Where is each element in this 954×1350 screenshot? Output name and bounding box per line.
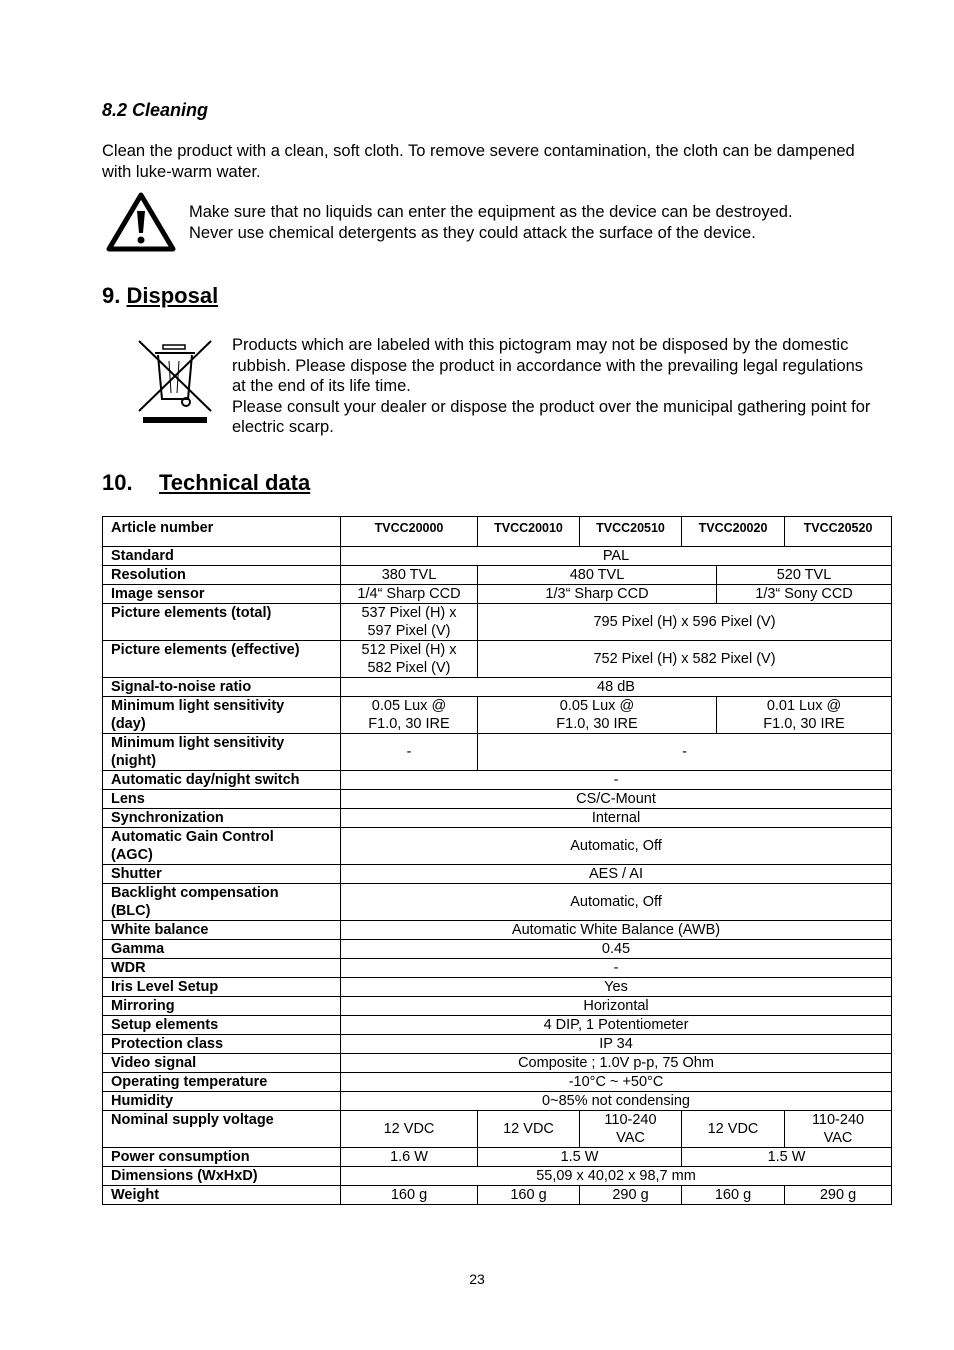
label-line: (day) — [111, 716, 146, 732]
value-line: 0.05 Lux @ — [559, 698, 635, 714]
technical-number: 10. — [102, 470, 133, 495]
disposal-paragraph-1: Products which are labeled with this pictogram may not be disposed by the domestic rubbish. Please dispose the product in accordance with the prevailing legal regulations at the end of its life time. — [232, 336, 864, 395]
row-label: Automatic day/night switch — [103, 771, 341, 790]
row-value: 160 g — [478, 1186, 580, 1205]
disposal-text — [232, 335, 872, 438]
row-label: Protection class — [103, 1035, 341, 1054]
value-line: 110-240 — [604, 1112, 657, 1128]
row-value: 12 VDC — [682, 1111, 785, 1148]
value-line: F1.0, 30 IRE — [763, 716, 845, 732]
table-row — [103, 1148, 892, 1167]
row-value — [341, 604, 478, 641]
row-value — [341, 697, 478, 734]
row-value: 55,09 x 40,02 x 98,7 mm — [341, 1167, 892, 1186]
section-heading-cleaning: 8.2 Cleaning — [102, 100, 209, 120]
table-row — [103, 1016, 892, 1035]
row-label: Operating temperature — [103, 1073, 341, 1092]
section-heading-disposal — [102, 283, 218, 309]
table-row — [103, 865, 892, 884]
technical-data-table — [102, 516, 892, 1205]
table-row — [103, 1167, 892, 1186]
value-line: F1.0, 30 IRE — [368, 716, 450, 732]
value-line: 0.01 Lux @ — [766, 698, 842, 714]
row-label: Iris Level Setup — [103, 978, 341, 997]
row-label: Setup elements — [103, 1016, 341, 1035]
row-label: Power consumption — [103, 1148, 341, 1167]
table-row — [103, 566, 892, 585]
disposal-title: Disposal — [126, 283, 219, 308]
table-row — [103, 978, 892, 997]
row-value — [717, 697, 892, 734]
row-value — [478, 697, 717, 734]
row-value: -10°C ~ +50°C — [341, 1073, 892, 1092]
table-row — [103, 678, 892, 697]
row-value: Yes — [341, 978, 892, 997]
section-heading-technical — [102, 470, 310, 496]
table-row — [103, 809, 892, 828]
table-row — [103, 1054, 892, 1073]
value-line: 597 Pixel (V) — [367, 623, 451, 639]
warning-line-1: Make sure that no liquids can enter the equipment as the device can be destroyed. — [189, 203, 793, 221]
row-value: - — [341, 771, 892, 790]
row-value: AES / AI — [341, 865, 892, 884]
table-row — [103, 940, 892, 959]
row-value: Internal — [341, 809, 892, 828]
row-value: 1.5 W — [478, 1148, 682, 1167]
table-row — [103, 828, 892, 865]
row-value: PAL — [341, 547, 892, 566]
table-row — [103, 697, 892, 734]
value-line: VAC — [823, 1130, 853, 1146]
table-row — [103, 641, 892, 678]
row-value: 795 Pixel (H) x 596 Pixel (V) — [478, 604, 892, 641]
label-line: (BLC) — [111, 903, 151, 919]
warning-line-2: Never use chemical detergents as they could attack the surface of the device. — [189, 224, 756, 242]
value-line: 512 Pixel (H) x — [361, 642, 457, 658]
row-label: Nominal supply voltage — [103, 1111, 341, 1148]
table-row — [103, 1092, 892, 1111]
value-line: F1.0, 30 IRE — [556, 716, 638, 732]
model-header: TVCC20510 — [580, 517, 682, 547]
row-label: Humidity — [103, 1092, 341, 1111]
row-value: Automatic, Off — [341, 884, 892, 921]
row-value: Automatic White Balance (AWB) — [341, 921, 892, 940]
row-label: Weight — [103, 1186, 341, 1205]
row-value: 1.5 W — [682, 1148, 892, 1167]
row-value — [580, 1111, 682, 1148]
value-line: VAC — [616, 1130, 645, 1146]
row-value: 0.45 — [341, 940, 892, 959]
row-value: 520 TVL — [717, 566, 892, 585]
value-line: 110-240 — [811, 1112, 865, 1128]
table-row — [103, 1111, 892, 1148]
row-value: 752 Pixel (H) x 582 Pixel (V) — [478, 641, 892, 678]
label-line: Minimum light sensitivity — [111, 698, 285, 714]
row-label: Video signal — [103, 1054, 341, 1073]
table-row — [103, 1035, 892, 1054]
row-value: 290 g — [580, 1186, 682, 1205]
table-row — [103, 921, 892, 940]
row-value: IP 34 — [341, 1035, 892, 1054]
row-label: Image sensor — [103, 585, 341, 604]
row-value: 12 VDC — [341, 1111, 478, 1148]
row-label: Synchronization — [103, 809, 341, 828]
row-value — [785, 1111, 892, 1148]
page-number: 23 — [469, 1271, 485, 1287]
row-value: 12 VDC — [478, 1111, 580, 1148]
row-value: Automatic, Off — [341, 828, 892, 865]
row-label: WDR — [103, 959, 341, 978]
crossed-out-wheelie-bin-icon — [135, 337, 217, 425]
row-value: 48 dB — [341, 678, 892, 697]
row-label — [103, 697, 341, 734]
row-value: Composite ; 1.0V p-p, 75 Ohm — [341, 1054, 892, 1073]
label-line: (AGC) — [111, 847, 153, 863]
row-label: Gamma — [103, 940, 341, 959]
row-value — [341, 641, 478, 678]
table-row — [103, 959, 892, 978]
row-value: Horizontal — [341, 997, 892, 1016]
row-label: Picture elements (effective) — [103, 641, 341, 678]
row-label: Shutter — [103, 865, 341, 884]
table-row — [103, 1186, 892, 1205]
model-header: TVCC20520 — [785, 517, 892, 547]
row-label — [103, 828, 341, 865]
table-row — [103, 1073, 892, 1092]
row-label — [103, 734, 341, 771]
row-value: - — [341, 959, 892, 978]
label-line: Minimum light sensitivity — [111, 735, 285, 751]
disposal-number: 9. — [102, 283, 121, 308]
warning-text — [189, 202, 889, 244]
row-value: 1/3“ Sony CCD — [717, 585, 892, 604]
row-value: CS/C-Mount — [341, 790, 892, 809]
table-row — [103, 734, 892, 771]
model-header: TVCC20020 — [682, 517, 785, 547]
model-header: TVCC20000 — [341, 517, 478, 547]
row-label: White balance — [103, 921, 341, 940]
row-value: 1.6 W — [341, 1148, 478, 1167]
row-value: 160 g — [682, 1186, 785, 1205]
value-line: 0.05 Lux @ — [371, 698, 447, 714]
label-line: Automatic Gain Control — [111, 829, 274, 845]
row-value: - — [341, 734, 478, 771]
table-row — [103, 790, 892, 809]
technical-title: Technical data — [159, 470, 311, 495]
row-value: 380 TVL — [341, 566, 478, 585]
table-row — [103, 997, 892, 1016]
row-label: Mirroring — [103, 997, 341, 1016]
row-label: Signal-to-noise ratio — [103, 678, 341, 697]
table-row — [103, 884, 892, 921]
table-row — [103, 547, 892, 566]
row-label: Lens — [103, 790, 341, 809]
model-header: TVCC20010 — [478, 517, 580, 547]
row-value: 480 TVL — [478, 566, 717, 585]
row-label: Picture elements (total) — [103, 604, 341, 641]
row-value: 1/4“ Sharp CCD — [341, 585, 478, 604]
row-value: 1/3“ Sharp CCD — [478, 585, 717, 604]
disposal-paragraph-2: Please consult your dealer or dispose the product over the municipal gathering point for electric scarp. — [232, 397, 871, 436]
row-value: 160 g — [341, 1186, 478, 1205]
table-row — [103, 604, 892, 641]
value-line: 537 Pixel (H) x — [361, 605, 457, 621]
label-line: (night) — [111, 753, 157, 769]
table-row — [103, 585, 892, 604]
row-label: Dimensions (WxHxD) — [103, 1167, 341, 1186]
table-row — [103, 771, 892, 790]
label-line: Backlight compensation — [111, 885, 279, 901]
warning-triangle-icon — [106, 192, 176, 252]
cleaning-text: Clean the product with a clean, soft cloth. To remove severe contamination, the cloth can be dampened with luke-warm water. — [102, 142, 855, 181]
row-label: Resolution — [103, 566, 341, 585]
row-value: 290 g — [785, 1186, 892, 1205]
value-line: 582 Pixel (V) — [367, 660, 451, 676]
row-value: 4 DIP, 1 Potentiometer — [341, 1016, 892, 1035]
header-label: Article number — [103, 517, 341, 547]
table-header-row — [103, 517, 892, 547]
row-value: 0~85% not condensing — [341, 1092, 892, 1111]
row-label — [103, 884, 341, 921]
row-label: Standard — [103, 547, 341, 566]
row-value: - — [478, 734, 892, 771]
